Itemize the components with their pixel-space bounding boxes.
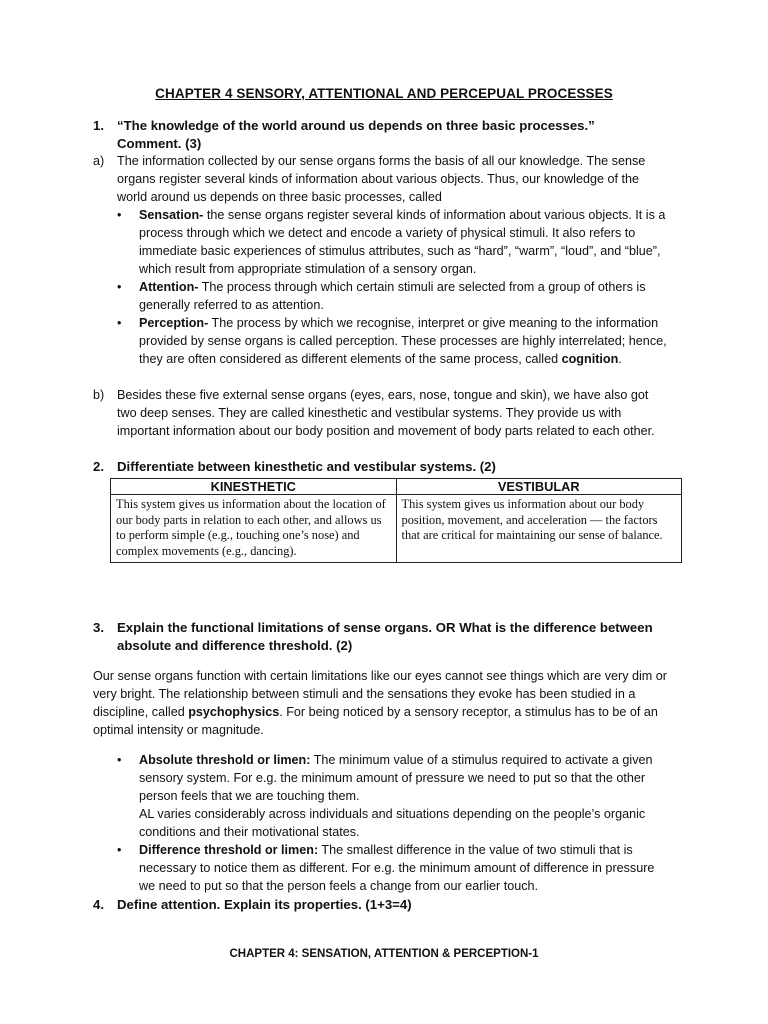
question-number: 2. xyxy=(93,459,104,474)
question-text: Explain the functional limitations of sense organs. OR What is the difference between absolute and difference threshold. (2) xyxy=(117,620,653,653)
part-label: b) xyxy=(93,388,105,402)
question-text: Differentiate between kinesthetic and vestibular systems. (2) xyxy=(117,459,496,474)
definition: the sense organs register several kinds of information about various objects. It is a process through which we detect and encode a variety of physical stimuli. It also refers to immediate basic experiences of stimulus attributes, such as “hard”, “warm”, “loud”, and “blue”, which result from appropriate stimulation of a sensory organ. xyxy=(139,208,666,276)
question-text: “The knowledge of the world around us depends on three basic processes.” Comment. (3) xyxy=(117,118,595,151)
punctuation: . xyxy=(618,352,622,366)
question-text: Define attention. Explain its properties. (1+3=4) xyxy=(117,897,412,912)
bullet-icon: • xyxy=(117,208,122,222)
table-cell: This system gives us information about our body position, movement, and acceleration — the factors that are critical for maintaining our sense of balance. xyxy=(396,495,682,563)
question-number: 4. xyxy=(93,897,104,912)
part-text: The information collected by our sense organs forms the basis of all our knowledge. The sense organs register several kinds of information about various objects. Thus, our knowledge of the world around us depends on three basic processes, called xyxy=(117,154,646,204)
note: AL varies considerably across individuals and situations depending on the people’s organic conditions and their motivational states. xyxy=(139,807,646,839)
bullet-icon: • xyxy=(117,280,122,294)
answer-part-b xyxy=(93,386,663,440)
list-item xyxy=(117,314,667,368)
bullet-icon: • xyxy=(117,753,122,767)
question-number: 1. xyxy=(93,118,104,133)
page-footer: CHAPTER 4: SENSATION, ATTENTION & PERCEPTION-1 xyxy=(229,948,539,960)
table-header-row xyxy=(111,479,682,495)
definition: The minimum value of a stimulus required to activate a given sensory system. For e.g. the minimum amount of pressure we need to put so that the other person feels that we are touching them. xyxy=(139,753,653,803)
term: Attention- xyxy=(139,280,199,294)
list-item xyxy=(117,206,667,278)
list-item xyxy=(117,751,667,841)
paragraph-text: Our sense organs function with certain limitations like our eyes cannot see things which are very dim or very bright. The relationship between stimuli and the sensations they evoke has been studied in a discipline, called xyxy=(93,669,667,719)
chapter-title: CHAPTER 4 SENSORY, ATTENTIONAL AND PERCEPUAL PROCESSES xyxy=(155,86,613,101)
column-header: VESTIBULAR xyxy=(396,479,682,495)
paragraph-text: . For being noticed by a sensory receptor, a stimulus has to be of an optimal intensity or magnitude. xyxy=(93,705,658,737)
term: Absolute threshold or limen: xyxy=(139,753,311,767)
threshold-bullet-list xyxy=(117,751,667,895)
question-4 xyxy=(93,896,657,914)
answer-part-a xyxy=(93,152,663,206)
paragraph xyxy=(93,667,673,739)
term: psychophysics xyxy=(188,705,280,719)
term: Difference threshold or limen: xyxy=(139,843,319,857)
column-header: KINESTHETIC xyxy=(111,479,397,495)
definition: The process through which certain stimuli are selected from a group of others is generally referred to as attention. xyxy=(139,280,646,312)
term: cognition xyxy=(561,352,619,366)
question-1 xyxy=(93,117,657,153)
question-3 xyxy=(93,619,657,655)
comparison-table xyxy=(110,478,682,563)
definition: The process by which we recognise, interpret or give meaning to the information provided by sense organs is called perception. These processes are highly interrelated; hence, they are often considered as different elements of the same process, called xyxy=(139,316,667,366)
definition: The smallest difference in the value of two stimuli that is necessary to notice them as different. For e.g. the minimum amount of difference in pressure we need to put so that the person feels a change from our earlier touch. xyxy=(139,843,655,893)
bullet-icon: • xyxy=(117,316,122,330)
question-number: 3. xyxy=(93,620,104,635)
question-2 xyxy=(93,458,717,476)
table-cell: This system gives us information about the location of our body parts in relation to each other, and allows us to perform simple (e.g., touching one’s nose) and complex movements (e.g., dancing). xyxy=(111,495,397,563)
part-text: Besides these five external sense organs (eyes, ears, nose, tongue and skin), we have also got two deep senses. They are called kinesthetic and vestibular systems. They provide us with important information about our body position and movement of body parts related to each other. xyxy=(117,388,655,438)
process-bullet-list xyxy=(117,206,667,368)
list-item xyxy=(117,841,667,895)
term: Perception- xyxy=(139,316,209,330)
bullet-icon: • xyxy=(117,843,122,857)
table-row xyxy=(111,495,682,563)
part-label: a) xyxy=(93,154,105,168)
list-item xyxy=(117,278,667,314)
term: Sensation- xyxy=(139,208,204,222)
